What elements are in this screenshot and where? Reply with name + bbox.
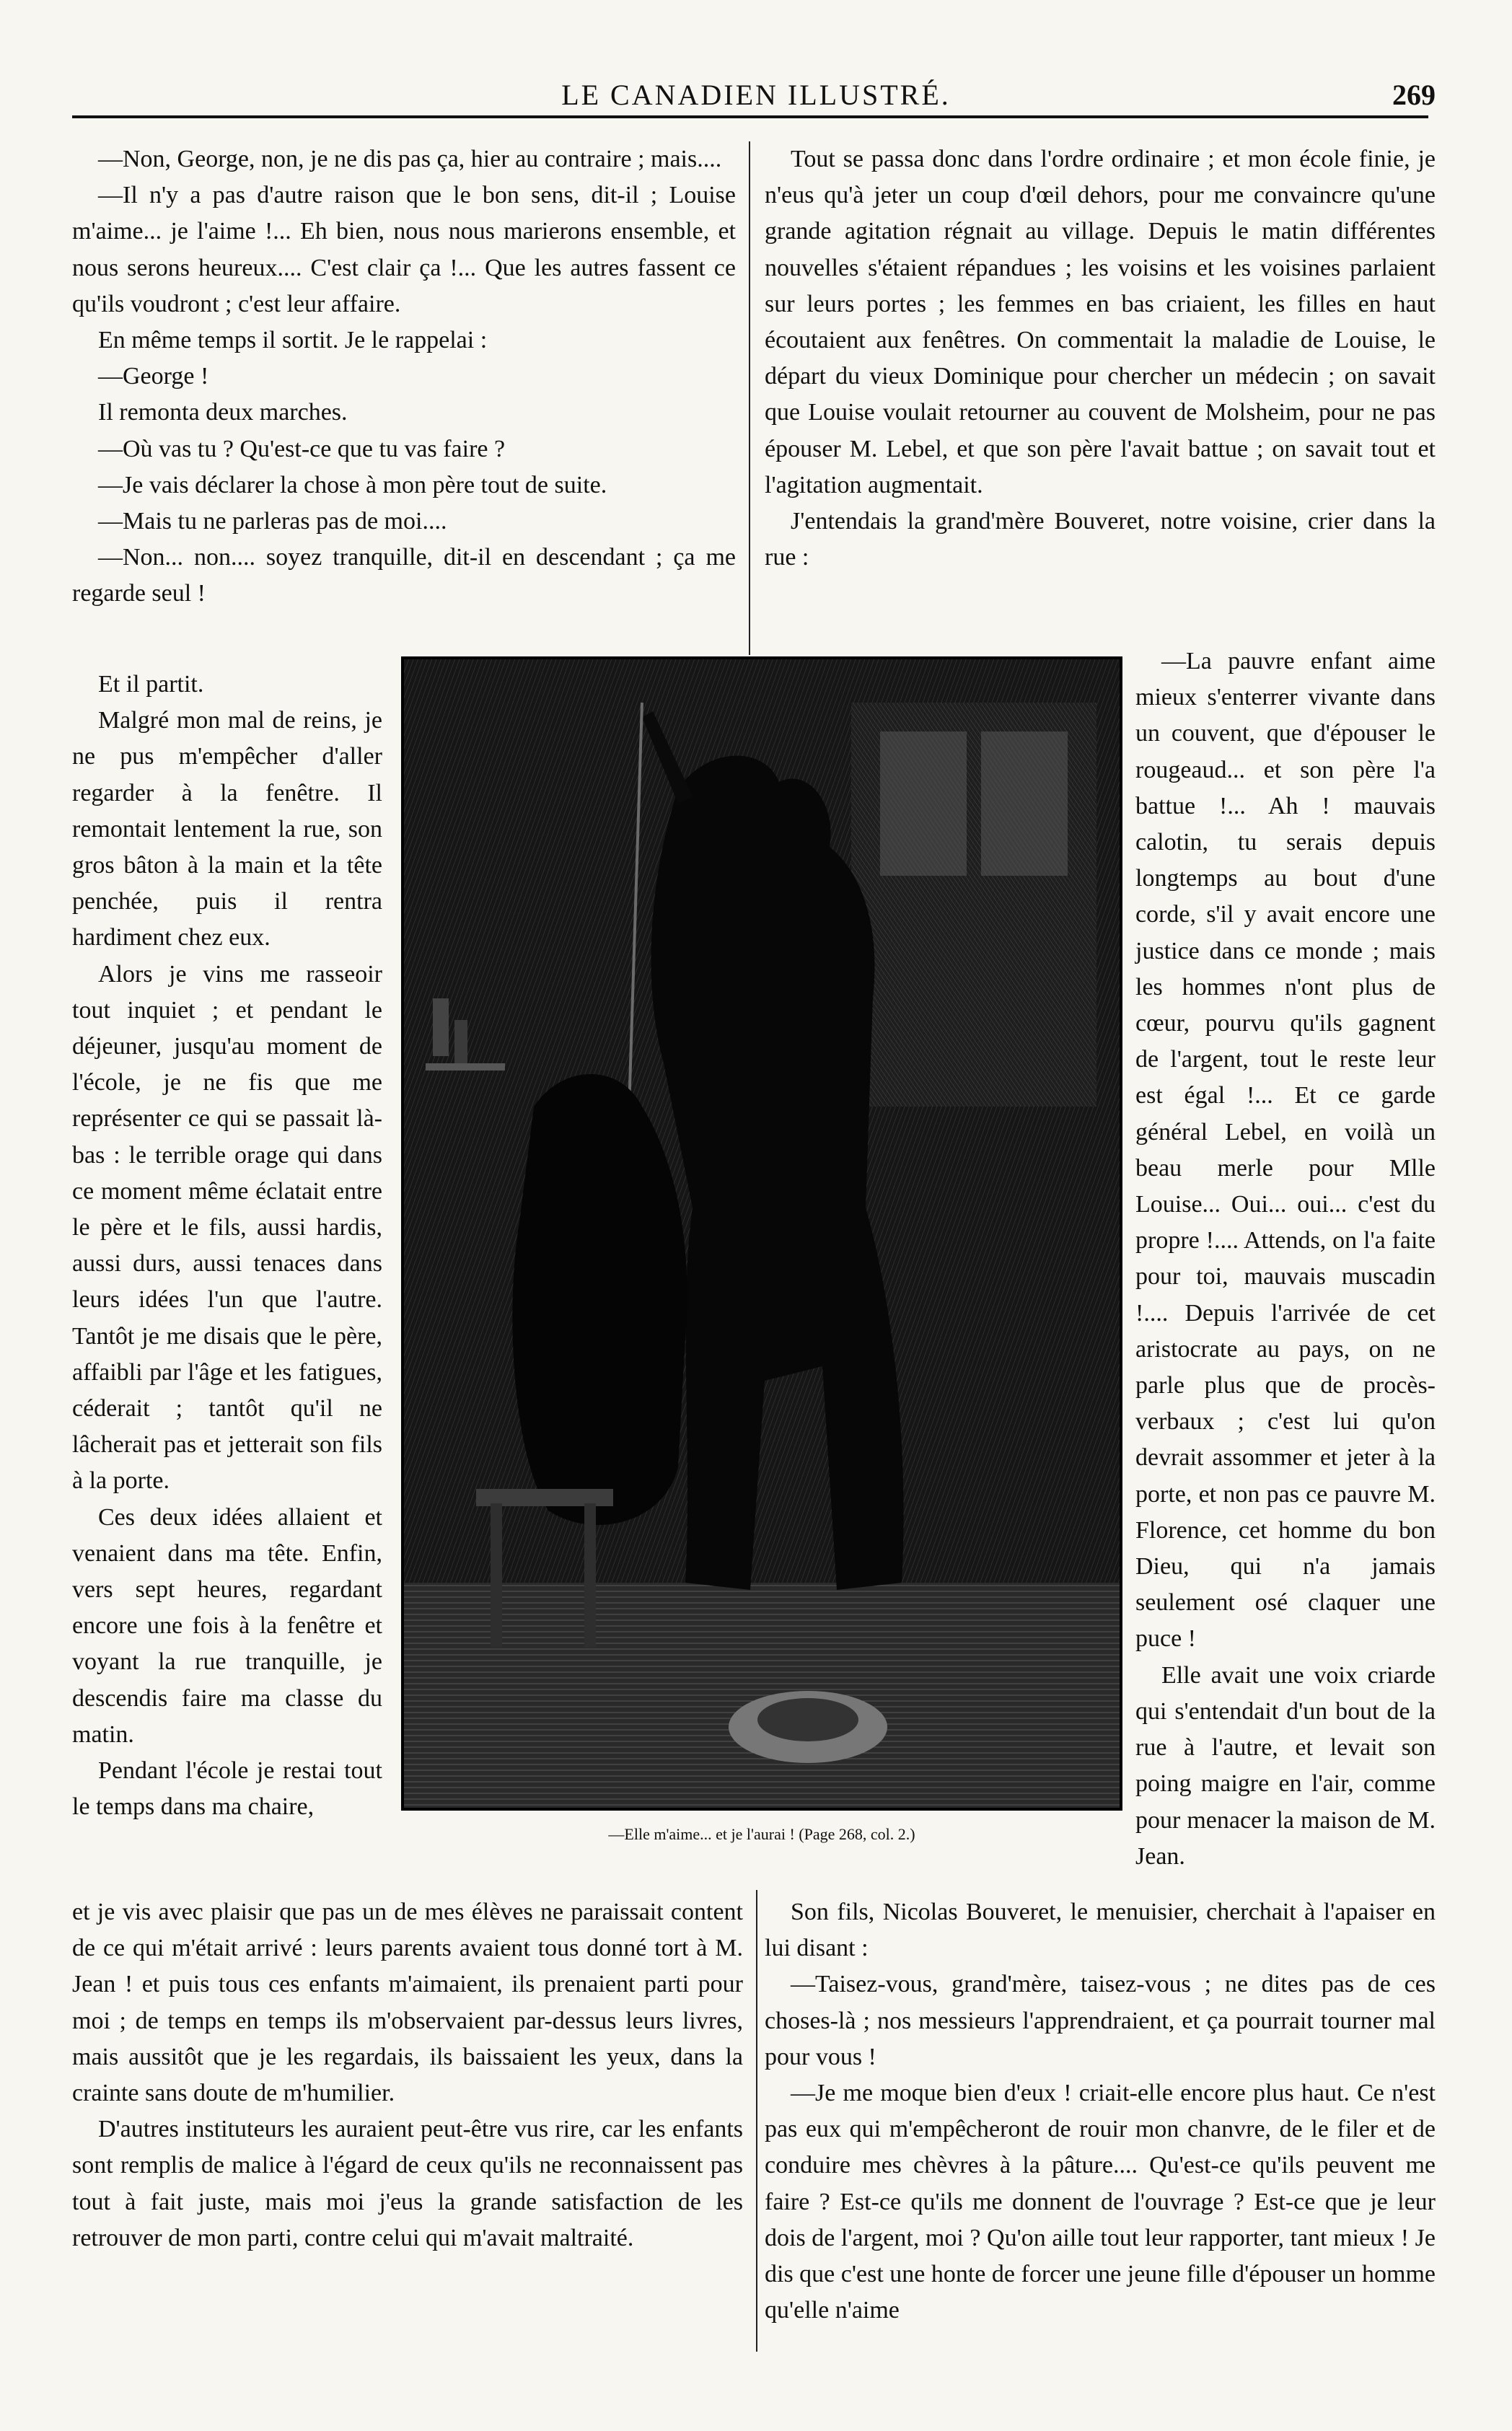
paragraph: et je vis avec plaisir que pas un de mes élèves ne paraissait content de ce qui m'était arrivé : leurs parents avaient tous donné tort à M. Jean ! et puis tous ces enfants m'aimaient, ils prenaient parti pour moi ; de temps en temps ils m'observaient par-dessus leurs livres, mais aussitôt que je les regardais, ils baissaient les yeux, dans la crainte sans doute de m'humilier. [72,1899,743,2107]
left-column-narrow [72,667,382,1826]
paragraph: Alors je vins me rasseoir tout inquiet ; et pendant le déjeuner, jusqu'au moment de l'école, je ne fis que me représenter ce qui se passait là-bas : le terrible orage qui dans ce moment même éclatait entre le père et le fils, aussi hardis, aussi durs, aussi tenaces dans leurs idées l'un que l'autre. Tantôt je me disais que le père, affaibli par l'âge et les fatigues, céderait ; tantôt qu'il ne lâcherait pas et jetterait son fils à la porte. [72,960,382,1495]
paragraph: Il remonta deux marches. [98,399,348,426]
paragraph: J'entendais la grand'mère Bouveret, notre voisine, crier dans la rue : [765,508,1436,571]
paragraph: —George ! [98,363,209,390]
paragraph: —Mais tu ne parleras pas de moi.... [98,508,447,535]
paragraph: —Je vais déclarer la chose à mon père tout de suite. [98,471,607,498]
illustration-caption: —Elle m'aime... et je l'aurai ! (Page 268, col. 2.) [608,1825,915,1843]
paragraph: D'autres instituteurs les auraient peut-être vus rire, car les enfants sont remplis de malice à l'égard de ceux qu'ils ne reconnaissent pas tout à fait juste, mais moi j'eus la grande satisfaction de les retrouver de mon parti, contre celui qui m'avait maltraité. [72,2116,743,2251]
paragraph: Pendant l'école je restai tout le temps dans ma chaire, [72,1757,382,1821]
header-rule [72,115,1428,118]
paragraph: Ces deux idées allaient et venaient dans ma tête. Enfin, vers sept heures, regardant encore une fois à la fenêtre et voyant la rue tranquille, je descendis faire ma classe du matin. [72,1503,382,1748]
right-column-narrow [1135,643,1436,1875]
paragraph: —Il n'y a pas d'autre raison que le bon sens, dit-il ; Louise m'aime... je l'aime !... Eh bien, nous nous marierons ensemble, et nous serons heureux.... C'est clair ça !... Que les autres fassent ce qu'ils voudront ; c'est leur affaire. [72,182,736,317]
paragraph: En même temps il sortit. Je le rappelai : [98,327,488,354]
paragraph: —Où vas tu ? Qu'est-ce que tu vas faire ? [98,435,506,462]
paragraph: Tout se passa donc dans l'ordre ordinaire ; et mon école finie, je n'eus qu'à jeter un coup d'œil dehors, pour me convaincre qu'une grande agitation régnait au village. Depuis le matin différentes nouvelles s'étaient répandues ; les voisins et les voisines parlaient sur leurs portes ; les femmes en bas criaient, les filles en haut écoutaient aux fenêtres. On commentait la maladie de Louise, le départ du vieux Dominique pour chercher un médecin ; on savait que Louise voulait retourner au couvent de Molsheim, pour ne pas épouser M. Lebel, et que son père l'avait battue ; on savait tout et l'agitation augmentait. [765,146,1436,498]
column-divider-top [749,141,750,655]
paragraph: —Taisez-vous, grand'mère, taisez-vous ; ne dites pas de ces choses-là ; nos messieurs l'apprendraient, et ça pourrait tourner mal pour vous ! [765,1971,1436,2070]
paragraph: —Non, George, non, je ne dis pas ça, hier au contraire ; mais.... [98,146,722,172]
right-column-top [765,141,1436,576]
engraving-image [404,659,1120,1808]
paragraph: Elle avait une voix criarde qui s'entendait d'un bout de la rue à l'autre, et levait son poing maigre en l'air, comme pour menacer la maison de M. Jean. [1135,1661,1436,1870]
left-column-top [72,141,736,612]
column-divider-bottom [756,1890,757,2352]
paragraph: —Non... non.... soyez tranquille, dit-il en descendant ; ça me regarde seul ! [72,544,736,607]
running-head: LE CANADIEN ILLUSTRÉ. [561,79,951,111]
right-column-bottom [765,1894,1436,2329]
left-column-bottom [72,1894,743,2256]
paragraph: —La pauvre enfant aime mieux s'enterrer vivante dans un couvent, que d'épouser le rougeaud... et son père l'a battue !... Ah ! mauvais calotin, tu serais depuis longtemps au bout d'une corde, s'il y avait encore une justice dans ce monde ; mais les hommes n'ont plus de cœur, pourvu qu'ils gagnent de l'argent, tout le reste leur est égal !... Et ce garde général Lebel, en voilà un beau merle pour Mlle Louise... Oui... oui... c'est du propre !.... Attends, on l'a faite pour toi, mauvais muscadin !.... Depuis l'arrivée de cet aristocrate au pays, on ne parle plus que de procès-verbaux ; c'est lui qu'on devrait assommer et jeter à la porte, et non pas ce pauvre M. Florence, cet homme du bon Dieu, qui n'a jamais seulement osé claquer une puce ! [1135,648,1436,1653]
paragraph: Malgré mon mal de reins, je ne pus m'empêcher d'aller regarder à la fenêtre. Il remontait lentement la rue, son gros bâton à la main et la tête penchée, puis il rentra hardiment chez eux. [72,707,382,951]
engraving-illustration [401,656,1122,1811]
paragraph: Son fils, Nicolas Bouveret, le menuisier, cherchait à l'apaiser en lui disant : [765,1899,1436,1962]
page-number: 269 [1392,79,1436,111]
paragraph: Et il partit. [98,671,204,698]
paragraph: —Je me moque bien d'eux ! criait-elle encore plus haut. Ce n'est pas eux qui m'empêcheront de rouir mon chanvre, de le filer et de conduire mes chèvres à la pâture.... Qu'est-ce qu'ils peuvent me faire ? Est-ce qu'ils me donnent de l'ouvrage ? Est-ce que je leur dois de l'argent, moi ? Qu'on aille tout leur rapporter, tant mieux ! Je dis que c'est une honte de forcer une jeune fille d'épouser un homme qu'elle n'aime [765,2080,1436,2324]
